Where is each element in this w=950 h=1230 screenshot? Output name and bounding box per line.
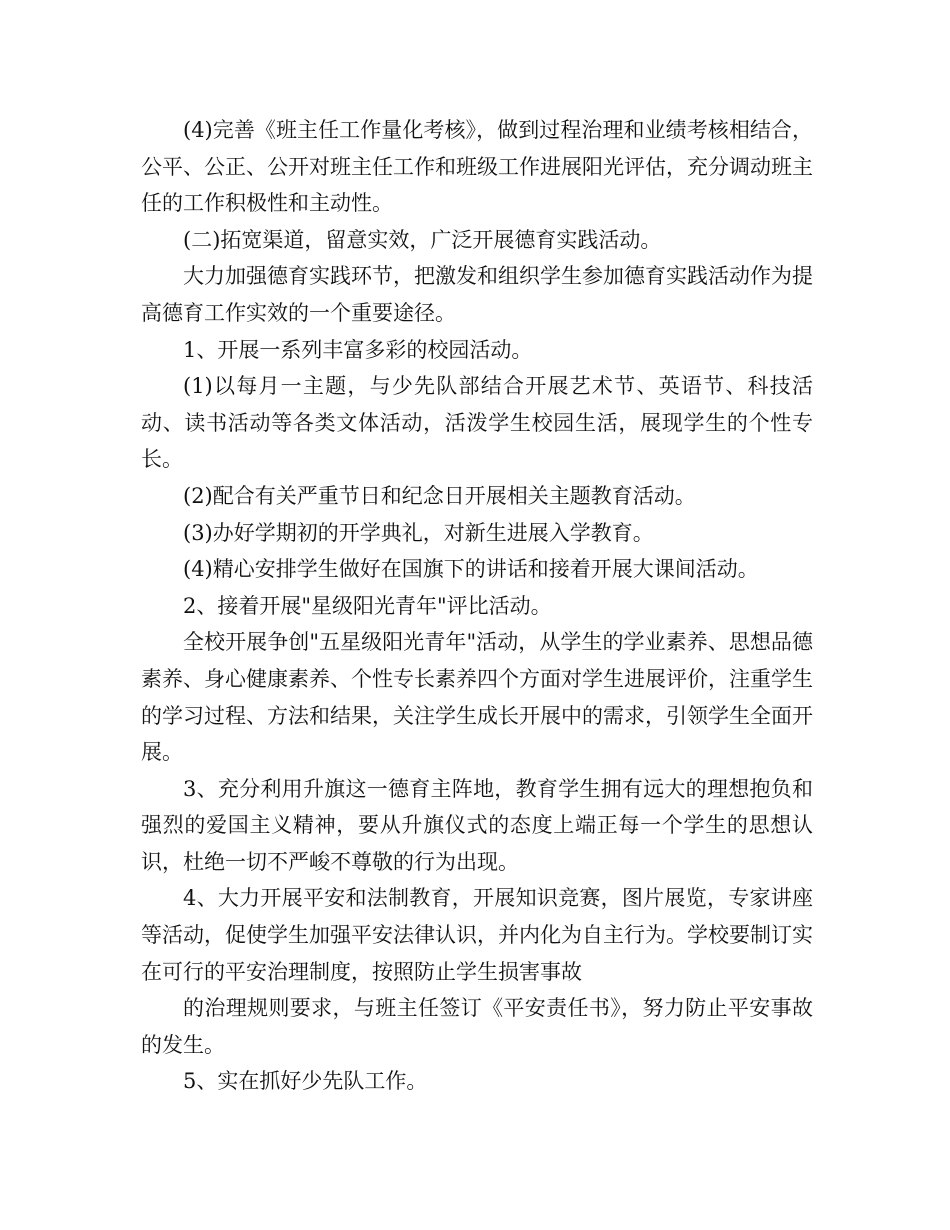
paragraph-class-teacher-assessment: (4)完善《班主任工作量化考核》，做到过程治理和业绩考核相结合，公平、公正、公开对班主任工作和班级工作进展阳光评估，充分调动班主任的工作积极性和主动性。	[141, 118, 813, 216]
paragraph-item-1-3: (3)办好学期初的开学典礼，对新生进展入学教育。	[183, 520, 654, 545]
paragraph-item-5: 5、实在抓好少先队工作。	[183, 1069, 428, 1094]
document-body	[141, 112, 813, 1100]
paragraph-item-3: 3、充分利用升旗这一德育主阵地，教育学生拥有远大的理想抱负和强烈的爱国主义精神，要从升旗仪式的态度上端正每一个学生的思想认识，杜绝一切不严峻不尊敬的行为出现。	[141, 776, 813, 874]
paragraph-item-2-body: 全校开展争创"五星级阳光青年"活动，从学生的学业素养、思想品德素养、身心健康素养、个性专长素养四个方面对学生进展评价，注重学生的学习过程、方法和结果，关注学生成长开展中的需求，引领学生全面开展。	[141, 630, 813, 765]
paragraph-item-1-heading: 1、开展一系列丰富多彩的校园活动。	[183, 337, 533, 362]
paragraph-item-4: 4、大力开展平安和法制教育，开展知识竞赛，图片展览，专家讲座等活动，促使学生加强平安法律认识，并内化为自主行为。学校要制订实在可行的平安治理制度，按照防止学生损害事故	[141, 886, 813, 984]
paragraph-item-1-1: (1)以每月一主题，与少先队部结合开展艺术节、英语节、科技活动、读书活动等各类文体活动，活泼学生校园生活，展现学生的个性专长。	[141, 374, 813, 472]
paragraph-practice-intro: 大力加强德育实践环节，把激发和组织学生参加德育实践活动作为提高德育工作实效的一个重要途径。	[141, 264, 813, 325]
paragraph-item-1-4: (4)精心安排学生做好在国旗下的讲话和接着开展大课间活动。	[183, 557, 759, 582]
paragraph-item-2-heading: 2、接着开展"星级阳光青年"评比活动。	[183, 593, 552, 618]
paragraph-section-two-heading: (二)拓宽渠道，留意实效，广泛开展德育实践活动。	[183, 227, 662, 252]
paragraph-item-1-2: (2)配合有关严重节日和纪念日开展相关主题教育活动。	[183, 483, 696, 508]
paragraph-item-4-continued: 的治理规则要求，与班主任签订《平安责任书》，努力防止平安事故的发生。	[141, 996, 813, 1057]
